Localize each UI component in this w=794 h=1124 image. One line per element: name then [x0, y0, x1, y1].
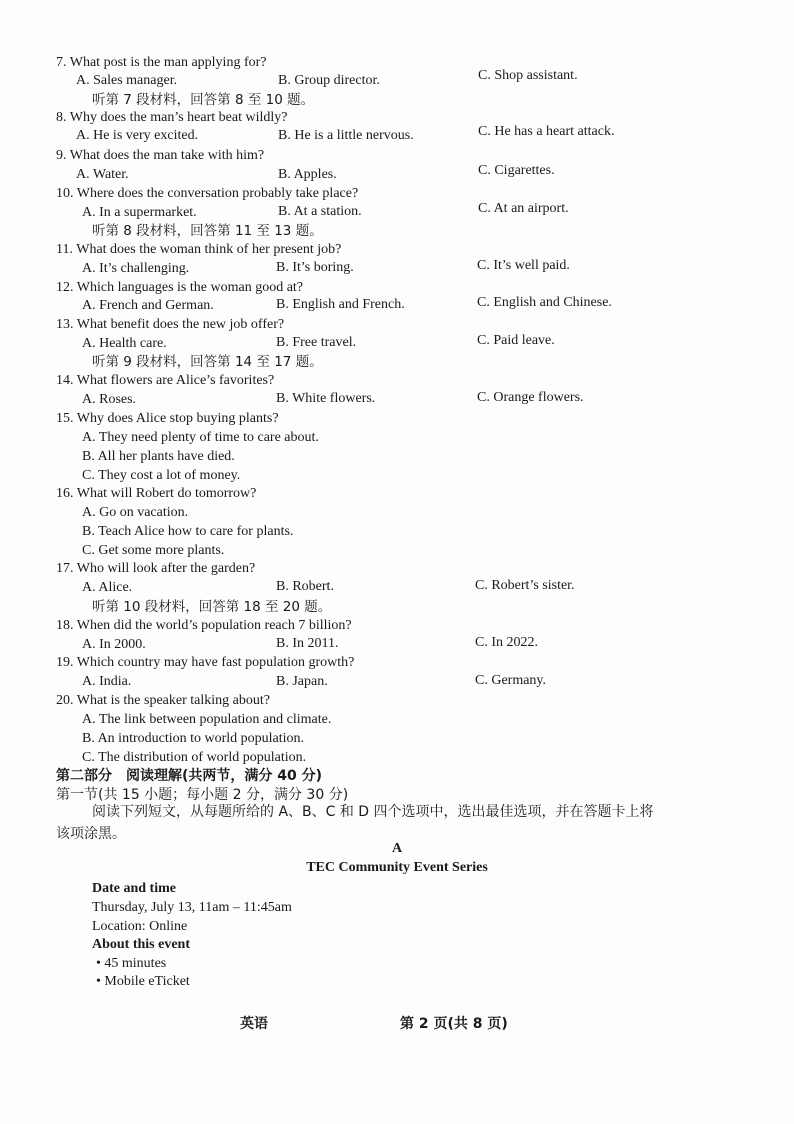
section-one-heading: 第一节(共 15 小题；每小题 2 分，满分 30 分): [56, 787, 349, 803]
q18-option-c: C. In 2022.: [475, 635, 538, 650]
reading-directions-line-1: 阅读下列短文，从每题所给的 A、B、C 和 D 四个选项中，选出最佳选项，并在答题卡上将: [92, 804, 654, 820]
reading-directions-line-2: 该项涂黑。: [56, 826, 126, 842]
passage-letter: A: [391, 841, 403, 856]
q7-option-c: C. Shop assistant.: [478, 68, 578, 83]
q12-option-c: C. English and Chinese.: [477, 295, 612, 310]
event-bullet-ticket: • Mobile eTicket: [96, 974, 190, 989]
question-9: 9. What does the man take with him?: [56, 148, 265, 163]
q19-option-a: A. India.: [82, 674, 132, 689]
q7-option-a: A. Sales manager.: [76, 73, 178, 88]
question-11: 11. What does the woman think of her present job?: [56, 242, 342, 257]
q14-option-a: A. Roses.: [82, 392, 137, 407]
q13-option-a: A. Health care.: [82, 336, 167, 351]
question-20: 20. What is the speaker talking about?: [56, 693, 270, 708]
listening-instruction-7: 听第 7 段材料，回答第 8 至 10 题。: [92, 92, 315, 108]
question-19: 19. Which country may have fast population growth?: [56, 655, 355, 670]
listening-instruction-10: 听第 10 段材料，回答第 18 至 20 题。: [92, 599, 332, 615]
listening-instruction-8: 听第 8 段材料，回答第 11 至 13 题。: [92, 223, 323, 239]
q20-option-c: C. The distribution of world population.: [82, 750, 307, 765]
question-16: 16. What will Robert do tomorrow?: [56, 486, 257, 501]
q12-option-a: A. French and German.: [82, 298, 214, 313]
q13-option-b: B. Free travel.: [276, 335, 357, 350]
q9-option-a: A. Water.: [76, 167, 129, 182]
q13-option-c: C. Paid leave.: [477, 333, 555, 348]
q17-option-a: A. Alice.: [82, 580, 133, 595]
question-8: 8. Why does the man’s heart beat wildly?: [56, 110, 288, 125]
q20-option-a: A. The link between population and climate.: [82, 712, 332, 727]
question-12: 12. Which languages is the woman good at?: [56, 280, 304, 295]
q8-option-b: B. He is a little nervous.: [278, 128, 414, 143]
q16-option-b: B. Teach Alice how to care for plants.: [82, 524, 294, 539]
q18-option-a: A. In 2000.: [82, 637, 146, 652]
q8-option-a: A. He is very excited.: [76, 128, 199, 143]
q19-option-b: B. Japan.: [276, 674, 328, 689]
q15-option-a: A. They need plenty of time to care about.: [82, 430, 319, 445]
q11-option-b: B. It’s boring.: [276, 260, 354, 275]
question-13: 13. What benefit does the new job offer?: [56, 317, 285, 332]
part-two-heading: 第二部分 阅读理解(共两节，满分 40 分): [56, 768, 323, 784]
q14-option-b: B. White flowers.: [276, 391, 376, 406]
about-event-heading: About this event: [92, 937, 191, 952]
q16-option-a: A. Go on vacation.: [82, 505, 189, 520]
event-bullet-duration: • 45 minutes: [96, 956, 167, 971]
question-14: 14. What flowers are Alice’s favorites?: [56, 373, 275, 388]
date-time-heading: Date and time: [92, 881, 176, 896]
q11-option-a: A. It’s challenging.: [82, 261, 190, 276]
q20-option-b: B. An introduction to world population.: [82, 731, 305, 746]
q15-option-b: B. All her plants have died.: [82, 449, 235, 464]
question-15: 15. Why does Alice stop buying plants?: [56, 411, 279, 426]
q17-option-b: B. Robert.: [276, 579, 334, 594]
q11-option-c: C. It’s well paid.: [477, 258, 570, 273]
listening-instruction-9: 听第 9 段材料，回答第 14 至 17 题。: [92, 354, 323, 370]
event-location: Location: Online: [92, 919, 188, 934]
q7-option-b: B. Group director.: [278, 73, 380, 88]
footer-subject: 英语: [240, 1016, 268, 1032]
q15-option-c: C. They cost a lot of money.: [82, 468, 241, 483]
q10-option-b: B. At a station.: [278, 204, 362, 219]
q9-option-c: C. Cigarettes.: [478, 163, 555, 178]
question-10: 10. Where does the conversation probably take place?: [56, 186, 359, 201]
q19-option-c: C. Germany.: [475, 673, 547, 688]
q14-option-c: C. Orange flowers.: [477, 390, 584, 405]
date-time-value: Thursday, July 13, 11am – 11:45am: [92, 900, 292, 915]
q8-option-c: C. He has a heart attack.: [478, 124, 615, 139]
q18-option-b: B. In 2011.: [276, 636, 339, 651]
passage-title: TEC Community Event Series: [306, 860, 488, 875]
question-17: 17. Who will look after the garden?: [56, 561, 256, 576]
q16-option-c: C. Get some more plants.: [82, 543, 225, 558]
q12-option-b: B. English and French.: [276, 297, 405, 312]
question-18: 18. When did the world’s population reach 7 billion?: [56, 618, 352, 633]
q17-option-c: C. Robert’s sister.: [475, 578, 575, 593]
q9-option-b: B. Apples.: [278, 167, 337, 182]
q10-option-c: C. At an airport.: [478, 201, 569, 216]
q10-option-a: A. In a supermarket.: [82, 205, 197, 220]
footer-page-number: 第 2 页(共 8 页): [400, 1016, 508, 1032]
question-7: 7. What post is the man applying for?: [56, 55, 267, 70]
